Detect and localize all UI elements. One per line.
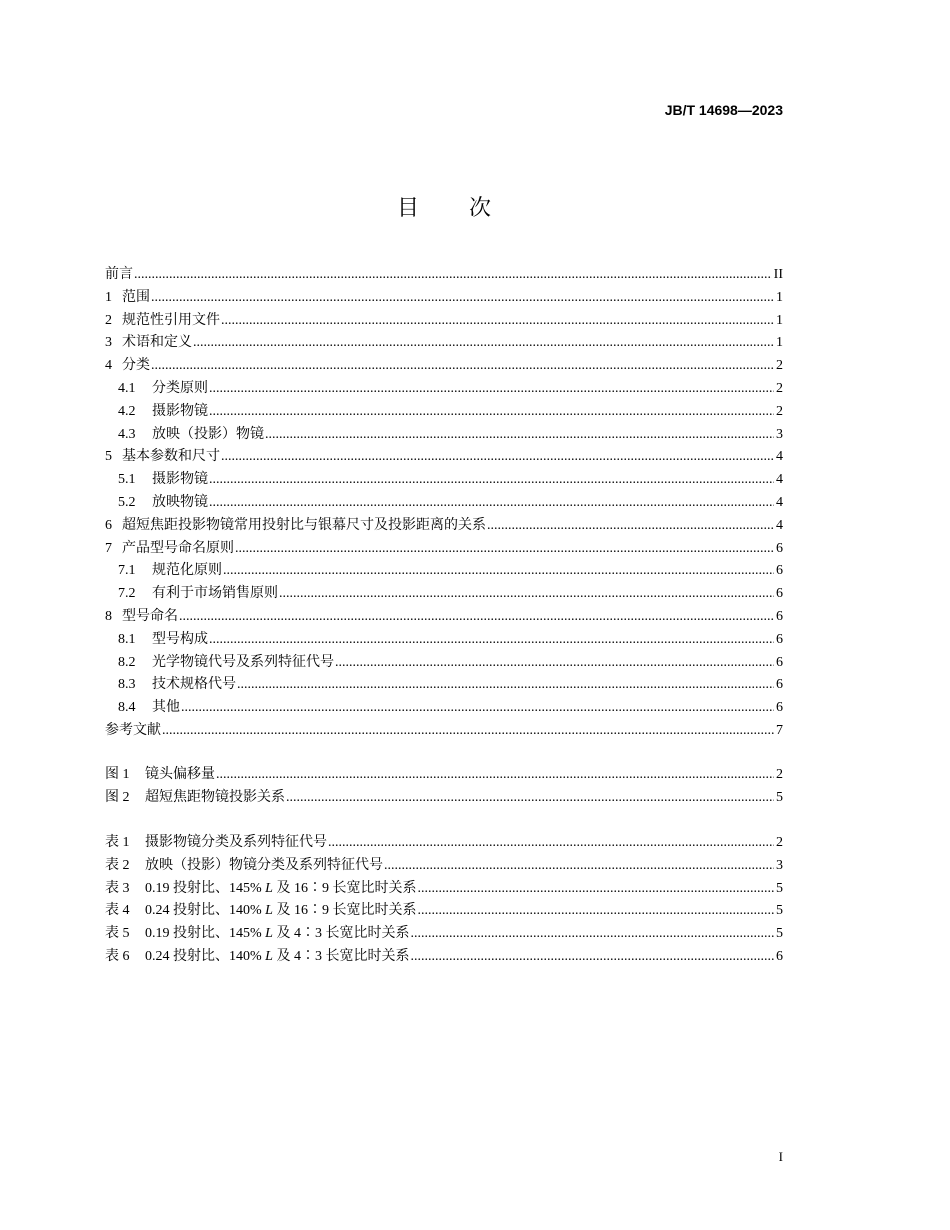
toc-entry[interactable]	[105, 560, 783, 583]
entry-title: 摄影物镜	[152, 472, 208, 488]
table-list-entry[interactable]	[105, 900, 783, 923]
entry-title: 放映（投影）物镜	[152, 426, 264, 442]
toc-entry[interactable]	[105, 538, 783, 561]
entry-number: 4.3	[118, 426, 136, 442]
toc-entry[interactable]	[105, 652, 783, 675]
entry-title: 规范化原则	[152, 563, 222, 579]
entry-number: 7	[105, 540, 112, 556]
entry-page-number: 4	[776, 472, 783, 488]
dot-leader	[216, 764, 774, 787]
table-list-entry[interactable]	[105, 832, 783, 855]
dot-leader	[279, 583, 774, 606]
entry-page-number: 7	[776, 722, 783, 738]
entry-title-italic: L	[265, 880, 273, 896]
table-list-entry[interactable]	[105, 923, 783, 946]
entry-number: 5.2	[118, 494, 136, 510]
entry-number: 8.4	[118, 700, 136, 716]
entry-page-number: 4	[776, 449, 783, 465]
entry-page-number: 6	[776, 631, 783, 647]
toc-entry[interactable]	[105, 697, 783, 720]
dot-leader	[417, 900, 774, 923]
entry-title: 型号构成	[152, 631, 208, 647]
table-list-entry[interactable]	[105, 946, 783, 969]
entry-title	[145, 946, 409, 969]
entry-title: 基本参数和尺寸	[122, 449, 220, 465]
dot-leader	[209, 629, 774, 652]
entry-title: 范围	[122, 289, 150, 305]
entry-page-number: 5	[776, 903, 783, 919]
entry-page-number: 2	[776, 380, 783, 396]
toc-entry[interactable]	[105, 446, 783, 469]
toc-entry[interactable]	[105, 287, 783, 310]
entry-title: 分类	[122, 358, 150, 374]
entry-number: 8.3	[118, 677, 136, 693]
entry-title: 规范性引用文件	[122, 312, 220, 328]
table-of-contents	[105, 264, 783, 743]
entry-title-text: 0.24 投射比、140%	[145, 948, 266, 964]
dot-leader	[151, 287, 774, 310]
dot-leader	[151, 355, 774, 378]
toc-entry[interactable]	[105, 424, 783, 447]
entry-title	[145, 878, 416, 901]
entry-title: 摄影物镜分类及系列特征代号	[145, 835, 327, 850]
entry-number: 6	[105, 517, 112, 533]
dot-leader	[223, 560, 774, 583]
entry-number: 2	[105, 312, 112, 328]
entry-title-text: 0.19 投射比、145%	[145, 880, 266, 896]
entry-title: 型号命名	[122, 608, 178, 624]
toc-entry[interactable]	[105, 515, 783, 538]
table-list-entry[interactable]	[105, 855, 783, 878]
entry-title: 光学物镜代号及系列特征代号	[152, 654, 334, 670]
entry-page-number: 1	[776, 335, 783, 351]
entry-page-number: 3	[776, 426, 783, 442]
entry-title	[145, 923, 409, 946]
dot-leader	[134, 264, 772, 287]
toc-entry[interactable]	[105, 606, 783, 629]
entry-title: 前言	[105, 267, 133, 282]
dot-leader	[410, 923, 774, 946]
dot-leader	[179, 606, 774, 629]
toc-entry[interactable]	[105, 720, 783, 743]
toc-entry[interactable]	[105, 469, 783, 492]
entry-number: 表 2	[105, 857, 130, 873]
entry-title: 摄影物镜	[152, 403, 208, 419]
entry-title-text-end: 及 4∶3 长宽比时关系	[272, 948, 410, 964]
dot-leader	[265, 424, 774, 447]
entry-number: 图 2	[105, 789, 130, 805]
dot-leader	[237, 674, 774, 697]
entry-page-number: 6	[776, 677, 783, 693]
entry-page-number: 1	[776, 312, 783, 328]
toc-entry[interactable]	[105, 332, 783, 355]
toc-entry[interactable]	[105, 310, 783, 333]
table-list-entry[interactable]	[105, 878, 783, 901]
dot-leader	[193, 332, 774, 355]
entry-number: 1	[105, 289, 112, 305]
entry-page-number: 2	[776, 358, 783, 374]
entry-page-number: 4	[776, 517, 783, 533]
standard-code: JB/T 14698—2023	[664, 102, 783, 118]
entry-page-number: 1	[776, 289, 783, 305]
entry-page-number: 5	[776, 926, 783, 942]
entry-title: 参考文献	[105, 722, 161, 738]
toc-entry[interactable]	[105, 355, 783, 378]
entry-number: 4	[105, 358, 112, 374]
dot-leader	[209, 378, 774, 401]
entry-number: 8.1	[118, 631, 136, 647]
entry-number: 表 1	[105, 835, 130, 850]
toc-entry[interactable]	[105, 583, 783, 606]
entry-page-number: 3	[776, 857, 783, 873]
entry-number: 8.2	[118, 654, 136, 670]
dot-leader	[286, 787, 774, 810]
entry-page-number: 4	[776, 494, 783, 510]
entry-title: 超短焦距投影物镜常用投射比与银幕尺寸及投影距离的关系	[122, 517, 486, 533]
entry-title: 分类原则	[152, 380, 208, 396]
entry-title: 超短焦距物镜投影关系	[145, 789, 285, 805]
dot-leader	[209, 469, 774, 492]
entry-title-text: 0.24 投射比、140%	[145, 903, 266, 919]
entry-title: 术语和定义	[122, 335, 192, 351]
entry-title: 放映物镜	[152, 494, 208, 510]
entry-page-number: 6	[776, 948, 783, 964]
entry-page-number: 5	[776, 789, 783, 805]
entry-page-number: 6	[776, 608, 783, 624]
entry-title-text-end: 及 16∶9 长宽比时关系	[272, 880, 417, 896]
entry-page-number: 2	[776, 835, 783, 850]
entry-title: 技术规格代号	[152, 677, 236, 693]
entry-number: 表 4	[105, 903, 130, 919]
dot-leader	[417, 878, 774, 901]
dot-leader	[487, 515, 774, 538]
entry-number: 图 1	[105, 767, 130, 782]
entry-number: 表 6	[105, 948, 130, 964]
entry-number: 8	[105, 608, 112, 624]
dot-leader	[181, 697, 774, 720]
entry-page-number: 5	[776, 880, 783, 896]
dot-leader	[221, 446, 774, 469]
entry-title: 放映（投影）物镜分类及系列特征代号	[145, 857, 383, 873]
entry-title: 镜头偏移量	[145, 767, 215, 782]
entry-title-italic: L	[265, 948, 273, 964]
entry-page-number: 6	[776, 540, 783, 556]
entry-title: 产品型号命名原则	[122, 540, 234, 556]
entry-number: 4.2	[118, 403, 136, 419]
entry-page-number: 6	[776, 586, 783, 602]
dot-leader	[384, 855, 774, 878]
page-title: 目 次	[396, 196, 505, 221]
entry-title-text: 0.19 投射比、145%	[145, 926, 266, 942]
entry-number: 表 5	[105, 926, 130, 942]
page-number: I	[778, 1149, 783, 1164]
dot-leader	[162, 720, 774, 743]
toc-entry[interactable]	[105, 629, 783, 652]
toc-entry[interactable]	[105, 674, 783, 697]
figure-list-entry[interactable]	[105, 787, 783, 810]
entry-number: 表 3	[105, 880, 130, 896]
list-of-tables	[105, 832, 783, 969]
entry-title-text-end: 及 4∶3 长宽比时关系	[272, 926, 410, 942]
toc-entry[interactable]	[105, 492, 783, 515]
dot-leader	[235, 538, 774, 561]
entry-number: 7.1	[118, 563, 136, 579]
entry-title	[145, 900, 416, 923]
dot-leader	[209, 401, 774, 424]
entry-page-number: 2	[776, 767, 783, 782]
list-of-figures	[105, 764, 783, 810]
entry-page-number: 6	[776, 654, 783, 670]
entry-number: 5.1	[118, 472, 136, 488]
entry-number: 5	[105, 449, 112, 465]
entry-title-text-end: 及 16∶9 长宽比时关系	[272, 903, 417, 919]
entry-page-number: 6	[776, 700, 783, 716]
entry-title-italic: L	[265, 926, 273, 942]
entry-page-number: II	[773, 267, 783, 282]
entry-title: 有利于市场销售原则	[152, 586, 278, 602]
toc-entry[interactable]	[105, 378, 783, 401]
dot-leader	[209, 492, 774, 515]
entry-title: 其他	[152, 700, 180, 716]
entry-page-number: 6	[776, 563, 783, 579]
entry-number: 4.1	[118, 380, 136, 396]
toc-entry[interactable]	[105, 401, 783, 424]
entry-number: 7.2	[118, 586, 136, 602]
entry-title-italic: L	[265, 903, 273, 919]
entry-page-number: 2	[776, 403, 783, 419]
dot-leader	[328, 832, 774, 855]
dot-leader	[221, 310, 774, 333]
entry-number: 3	[105, 335, 112, 351]
dot-leader	[335, 652, 774, 675]
figure-list-entry[interactable]	[105, 764, 783, 787]
dot-leader	[410, 946, 774, 969]
toc-entry[interactable]	[105, 264, 783, 287]
